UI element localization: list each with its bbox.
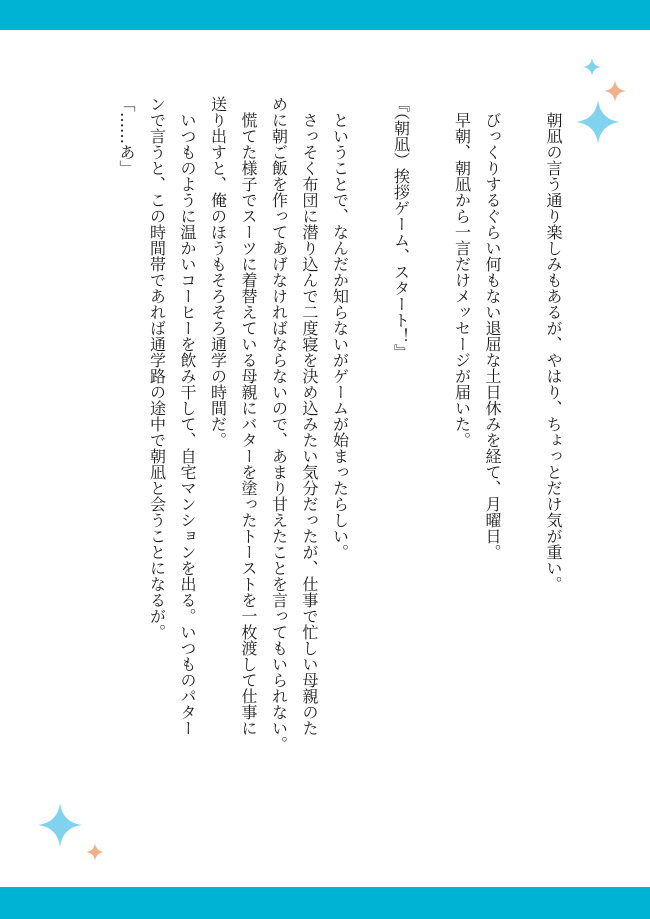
text-line: いつものように温かいコーヒーを飲み干して、自宅マンションを出る。いつものパター bbox=[178, 112, 197, 736]
sparkle-blue-large-icon bbox=[576, 100, 620, 144]
text-line: 慌てた様子でスーツに着替えている母親にバターを塗ったトーストを一枚渡して仕事に bbox=[239, 112, 258, 736]
sparkle-orange-small-icon bbox=[604, 80, 626, 102]
top-header-band bbox=[0, 0, 650, 30]
bottom-footer-band bbox=[0, 887, 650, 919]
text-line-dialogue: 「……あ」 bbox=[117, 96, 136, 176]
text-line: びっくりするぐらい何もない退屈な土日休みを経て、月曜日。 bbox=[483, 112, 502, 560]
text-line: さっそく布団に潜り込んで二度寝を決め込みたい気分だったが、仕事で忙しい母親のた bbox=[300, 112, 319, 736]
text-line: ンで言うと、この時間帯であれば通学路の途中で朝凪と会うことになるが。 bbox=[147, 96, 167, 640]
text-line: ということで、なんだか知らないがゲームが始まったらしい。 bbox=[330, 112, 350, 560]
vertical-novel-text bbox=[111, 96, 569, 752]
text-line: 早朝、朝凪から一言だけメッセージが届いた。 bbox=[452, 112, 472, 448]
sparkle-blue-small-icon bbox=[583, 58, 601, 76]
text-line: 朝凪の言う通り楽しみもあるが、やはり、ちょっとだけ気が重い。 bbox=[544, 112, 563, 592]
text-line: 送り出すと、俺のほうもそろそろ通学の時間だ。 bbox=[208, 96, 228, 448]
sparkle-orange-small-icon bbox=[86, 843, 104, 861]
text-line-message: 『（朝凪）挨拶ゲーム、スタート！』 bbox=[391, 96, 411, 360]
sparkle-blue-large-icon bbox=[38, 803, 82, 847]
text-line: めに朝ご飯を作ってあげなければならないので、あまり甘えたことを言ってもいられない。 bbox=[269, 96, 289, 752]
